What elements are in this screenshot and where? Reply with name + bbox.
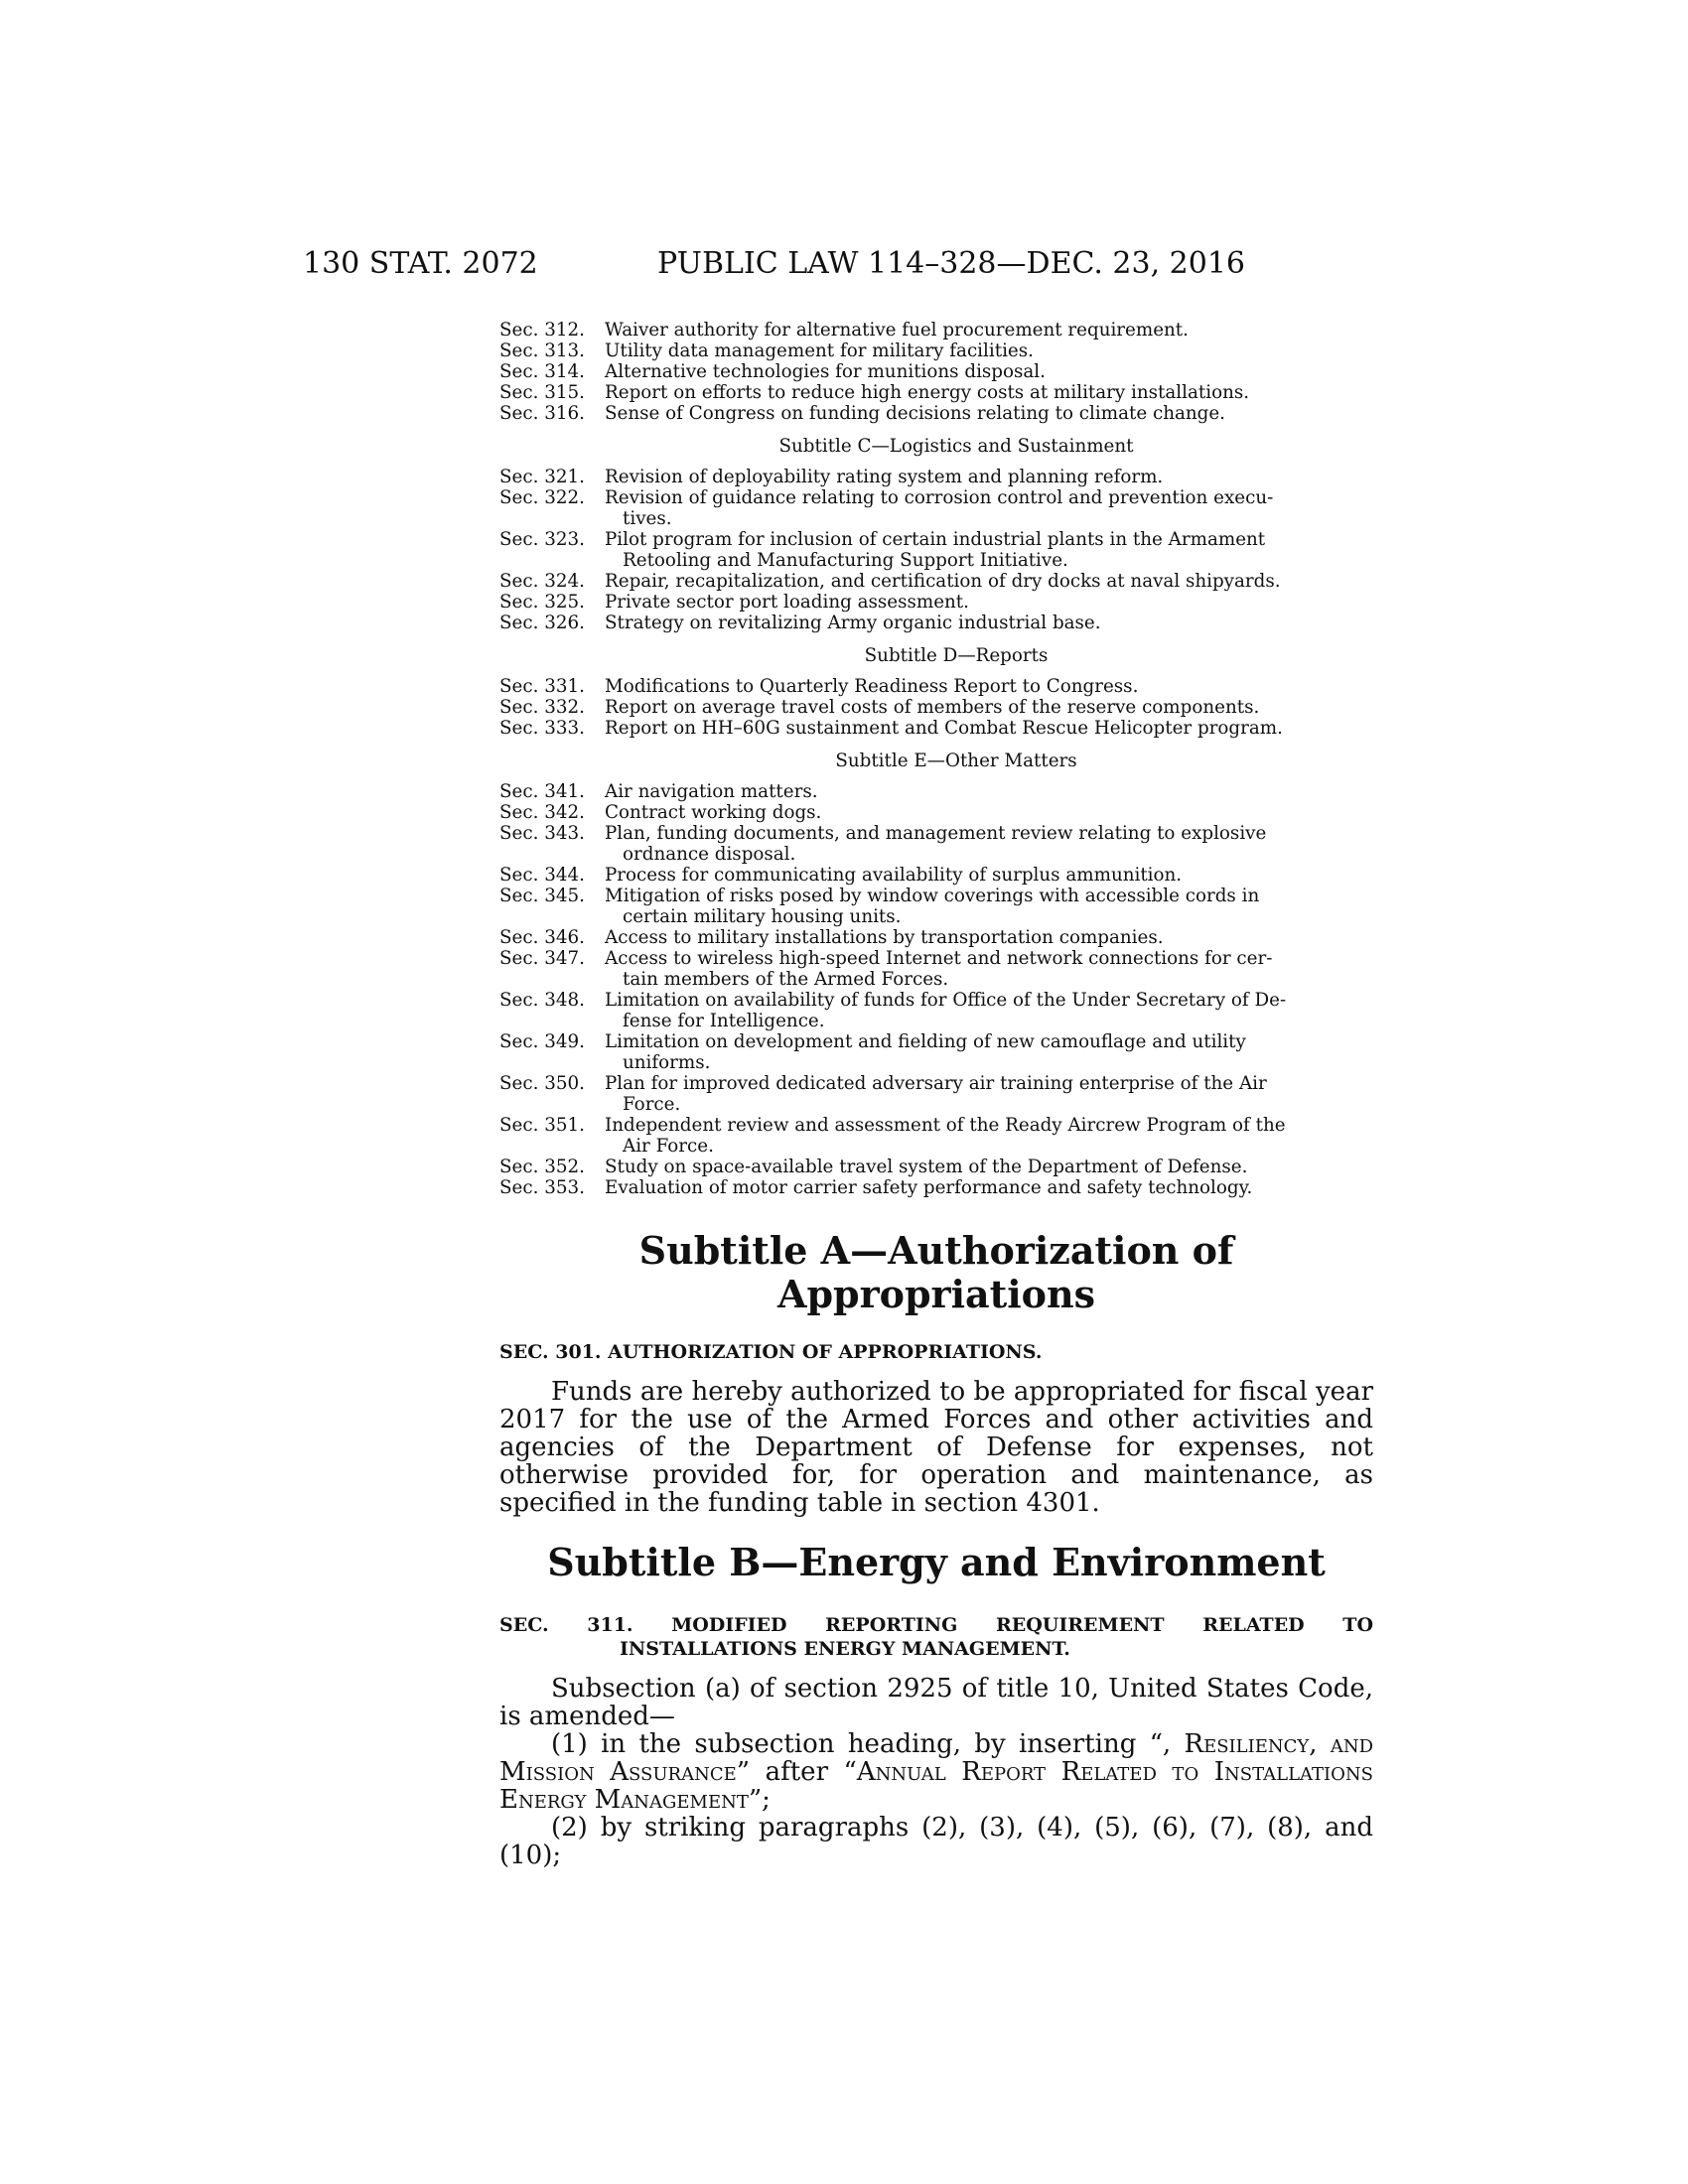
toc-entry: Sec. 343. Plan, funding documents, and management review relating to explosive ordnance disposal. (499, 823, 1267, 865)
toc-entry: Sec. 341. Air navigation matters. (499, 781, 818, 802)
toc-entry: Sec. 312. Waiver authority for alternative fuel procurement requirement. (499, 320, 1189, 341)
paragraph-2: (2) by striking paragraphs (2), (3), (4), (5), (6), (7), (8), and (10); (499, 1813, 1373, 1870)
toc-entry: Sec. 332. Report on average travel costs of members of the reserve components. (499, 697, 1260, 718)
toc-entry: Sec. 314. Alternative technologies for munitions disposal. (499, 361, 1046, 382)
toc-entry: Sec. 333. Report on HH–60G sustainment and Combat Rescue Helicopter program. (499, 718, 1283, 739)
toc-entry: Sec. 353. Evaluation of motor carrier safety performance and safety technology. (499, 1177, 1253, 1198)
subtitle-b-heading: Subtitle B—Energy and Environment (547, 1540, 1326, 1584)
toc-entry: Sec. 326. Strategy on revitalizing Army organic industrial base. (499, 613, 1101, 633)
toc-subtitle-d: Subtitle D—Reports (864, 645, 1049, 666)
toc-entry: Sec. 351. Independent review and assessment of the Ready Aircrew Program of the Air Force. (499, 1115, 1286, 1157)
toc-entry: Sec. 349. Limitation on development and fielding of new camouflage and utility uniforms. (499, 1031, 1246, 1073)
toc-group (499, 320, 1373, 424)
toc-entry: Sec. 316. Sense of Congress on funding decisions relating to climate change. (499, 403, 1225, 424)
subtitle-b-block (499, 1541, 1373, 1584)
toc-group (499, 781, 1373, 1198)
subtitle-a-heading: Subtitle A—Authorization of Appropriations (638, 1228, 1234, 1316)
section-301 (499, 1340, 1373, 1517)
section-301-text: Funds are hereby authorized to be appropriated for fiscal year 2017 for the use of the Armed Forces and other activities and agencies of the Department of Defense for expenses, not otherwise provided for, for operation and maintenance, as specified in the funding table in section 4301. (499, 1377, 1373, 1518)
toc-entry: Sec. 331. Modifications to Quarterly Readiness Report to Congress. (499, 676, 1139, 697)
toc-entry: Sec. 313. Utility data management for military facilities. (499, 341, 1034, 361)
toc-group (499, 676, 1373, 739)
statute-citation: 130 STAT. 2072 (303, 246, 538, 281)
toc-entry: Sec. 346. Access to military installations by transportation companies. (499, 927, 1164, 948)
toc-entry: Sec. 324. Repair, recapitalization, and certification of dry docks at naval shipyards. (499, 571, 1281, 592)
toc-subtitle-c: Subtitle C—Logistics and Sustainment (778, 436, 1134, 457)
toc-subtitle-e: Subtitle E—Other Matters (835, 751, 1077, 771)
public-law-title: PUBLIC LAW 114–328—DEC. 23, 2016 (657, 246, 1246, 281)
toc-group (499, 467, 1373, 633)
toc-entry: Sec. 322. Revision of guidance relating to corrosion control and prevention execu- tives. (499, 487, 1274, 529)
section-301-heading: SEC. 301. AUTHORIZATION OF APPROPRIATIONS. (499, 1341, 1043, 1363)
subtitle-a-block (499, 1229, 1373, 1316)
table-of-contents (499, 320, 1373, 1198)
toc-entry: Sec. 352. Study on space-available travel system of the Department of Defense. (499, 1157, 1248, 1177)
section-311-heading: SEC. 311. MODIFIED REPORTING REQUIREMENT RELATED TO INSTALLATIONS ENERGY MANAGEMENT. (499, 1614, 1373, 1660)
toc-entry: Sec. 347. Access to wireless high-speed Internet and network connections for cer- tain members of the Armed Forces. (499, 948, 1273, 990)
toc-entry: Sec. 345. Mitigation of risks posed by window coverings with accessible cords in certain military housing units. (499, 886, 1260, 927)
toc-entry: Sec. 350. Plan for improved dedicated adversary air training enterprise of the Air Force. (499, 1073, 1267, 1115)
toc-entry: Sec. 342. Contract working dogs. (499, 802, 822, 823)
paragraph-1: (1) in the subsection heading, by inserting “, Resiliency, and Mission Assurance” after “Annual Report Related to Installations Energy Management”; (499, 1729, 1374, 1815)
toc-entry: Sec. 348. Limitation on availability of funds for Office of the Under Secretary of De- fense for Intelligence. (499, 990, 1287, 1031)
toc-entry: Sec. 323. Pilot program for inclusion of certain industrial plants in the Armament Retooling and Manufacturing Support Initiative. (499, 529, 1266, 571)
section-311 (499, 1613, 1373, 1869)
toc-entry: Sec. 325. Private sector port loading assessment. (499, 592, 969, 613)
toc-entry: Sec. 315. Report on efforts to reduce high energy costs at military installations. (499, 382, 1250, 403)
toc-entry: Sec. 321. Revision of deployability rating system and planning reform. (499, 467, 1164, 487)
toc-entry: Sec. 344. Process for communicating availability of surplus ammunition. (499, 865, 1183, 886)
section-311-intro: Subsection (a) of section 2925 of title 10, United States Code, is amended— (499, 1674, 1373, 1731)
